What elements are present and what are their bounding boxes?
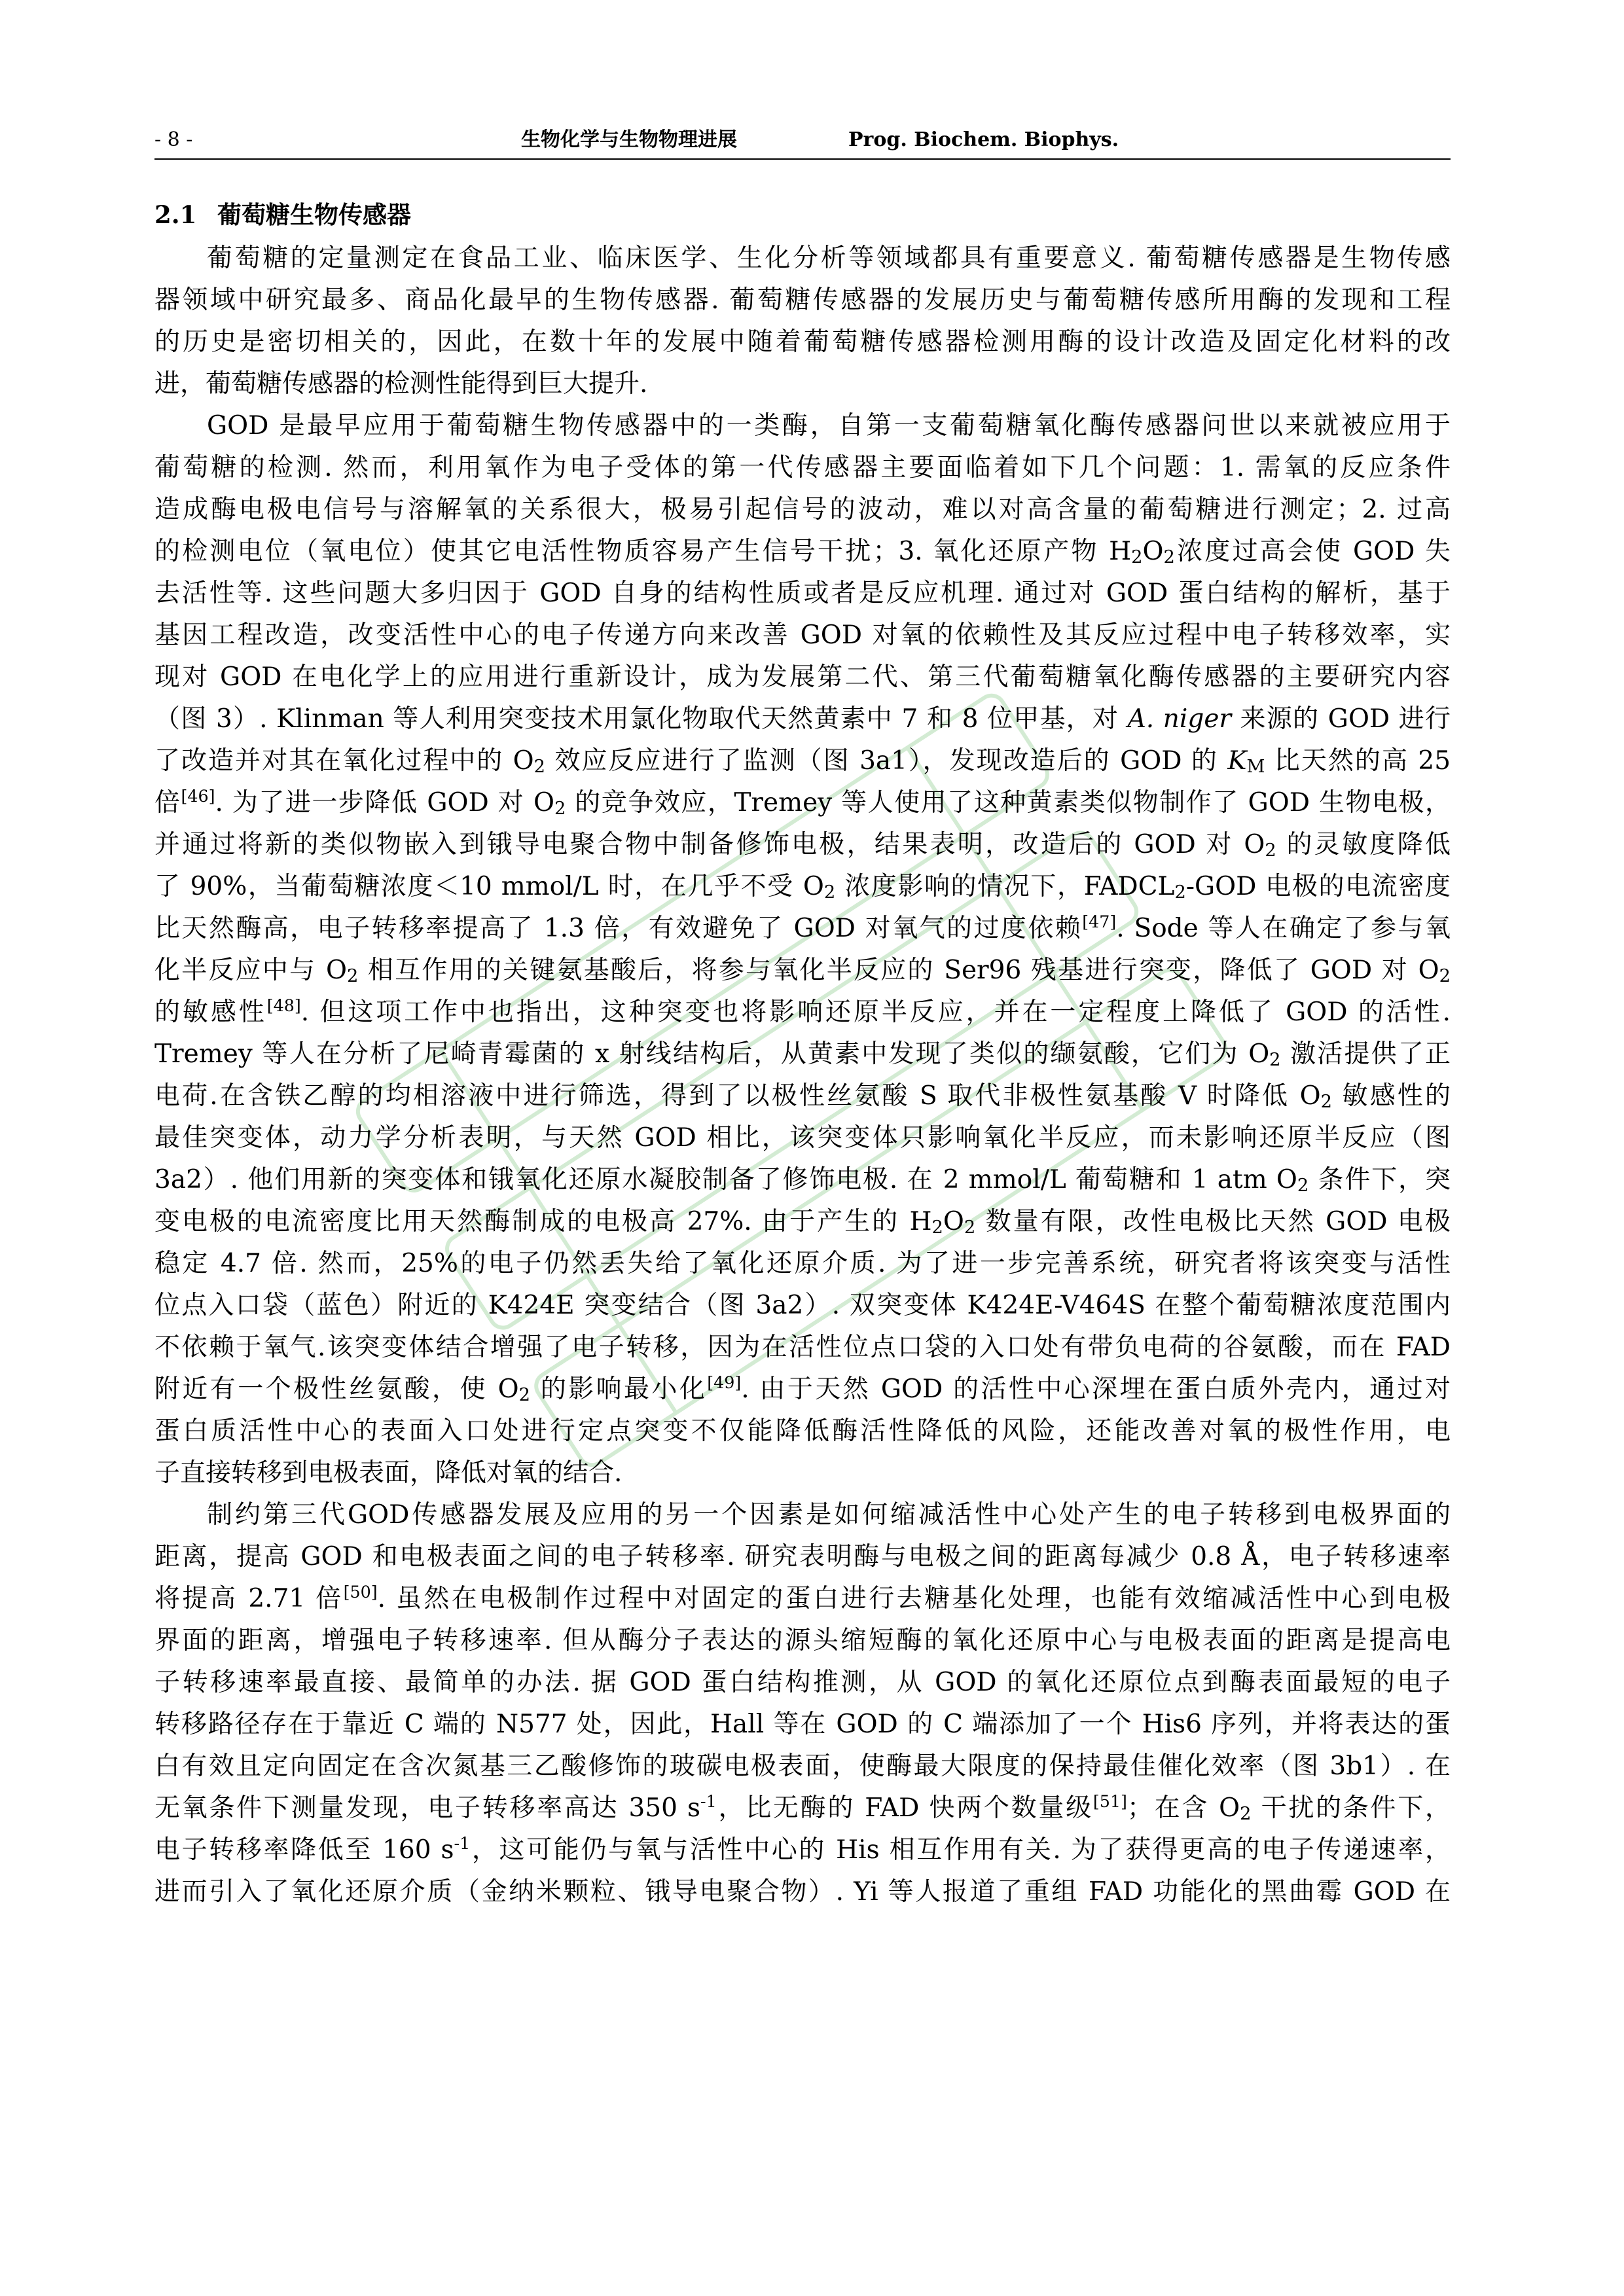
body-line: 无氧条件下测量发现，电子转移率高达 350 $s^{-1}$，比无酶的 FAD 快两个数量级[51]；在含 $O_2$ 干扰的条件下， — [154, 1791, 1451, 1824]
body-line: 现对 GOD 在电化学上的应用进行重新设计，成为发展第二代、第三代葡萄糖氧化酶传感器的主要研究内容 — [154, 662, 1451, 692]
body-line: 最佳突变体，动力学分析表明，与天然 GOD 相比，该突变体只影响氧化半反应，而未影响还原半反应（图 — [154, 1123, 1451, 1153]
citation: [46] — [181, 786, 215, 806]
body-line: 变电极的电流密度比用天然酶制成的电极高 27%. 由于产生的 $H_2O_2$ 数量有限，改性电极比天然 GOD 电极 — [154, 1207, 1451, 1238]
body-line: 的检测电位（氧电位）使其它电活性物质容易产生信号干扰；3. 氧化还原产物 $H_2O_2$浓度过高会使 GOD 失 — [154, 537, 1451, 567]
citation: [50] — [343, 1582, 378, 1602]
body-line: 稳定 4.7 倍. 然而，25%的电子仍然丢失给了氧化还原介质. 为了进一步完善系统，研究者将该突变与活性 — [154, 1249, 1451, 1278]
journal-title-cn: 生物化学与生物物理进展 — [521, 128, 737, 151]
body-line: 3a2）. 他们用新的突变体和锇氧化还原水凝胶制备了修饰电极. 在 2 mmol/L 葡萄糖和 1 atm $O_2$ 条件下，突 — [154, 1165, 1451, 1196]
body-line: GOD 是最早应用于葡萄糖生物传感器中的一类酶，自第一支葡萄糖氧化酶传感器问世以来就被应用于 — [207, 411, 1451, 440]
body-line: 化半反应中与 $O_2$ 相互作用的关键氨基酸后，将参与氧化半反应的 Ser96 残基进行突变，降低了 GOD 对 $O_2$ — [154, 956, 1451, 986]
body-line: 去活性等. 这些问题大多归因于 GOD 自身的结构性质或者是反应机理. 通过对 GOD 蛋白结构的解析，基于 — [154, 579, 1451, 608]
body-line: 白有效且定向固定在含次氮基三乙酸修饰的玻碳电极表面，使酶最大限度的保持最佳催化效率（图 3b1）. 在 — [154, 1751, 1451, 1781]
body-line: 的敏感性[48]. 但这项工作中也指出，这种突变也将影响还原半反应，并在一定程度上降低了 GOD 的活性. — [154, 996, 1451, 1027]
body-line: （图 3）. Klinman 等人利用突变技术用氯化物取代天然黄素中 7 和 8 位甲基，对 A. niger 来源的 GOD 进行 — [154, 704, 1451, 734]
section-number: 2.1 — [154, 200, 197, 229]
body-line: 界面的距离，增强电子转移速率. 但从酶分子表达的源头缩短酶的氧化还原中心与电极表面的距离是提高电 — [154, 1626, 1451, 1655]
body-line: 子转移速率最直接、最简单的办法. 据 GOD 蛋白结构推测，从 GOD 的氧化还原位点到酶表面最短的电子 — [154, 1668, 1451, 1697]
body-line: 将提高 2.71 倍[50]. 虽然在电极制作过程中对固定的蛋白进行去糖基化处理，也能有效缩减活性中心到电极 — [154, 1582, 1451, 1613]
body-line: 器领域中研究最多、商品化最早的生物传感器. 葡萄糖传感器的发展历史与葡萄糖传感所用酶的发现和工程 — [154, 285, 1451, 315]
body-line: 了 90%，当葡萄糖浓度＜10 mmol/L 时，在几乎不受 $O_2$ 浓度影响的情况下，$FADCL_2$-GOD 电极的电流密度 — [154, 872, 1451, 903]
running-header — [154, 126, 1451, 160]
body-line: 转移路径存在于靠近 C 端的 N577 处，因此，Hall 等在 GOD 的 C 端添加了一个 His6 序列，并将表达的蛋 — [154, 1710, 1451, 1739]
page-number: - 8 - — [154, 128, 193, 151]
citation: [47] — [1082, 912, 1117, 932]
body-line: 葡萄糖的定量测定在食品工业、临床医学、生化分析等领域都具有重要意义. 葡萄糖传感器是生物传感 — [207, 243, 1451, 273]
body-line: 电子转移率降低至 160 $s^{-1}$，这可能仍与氧与活性中心的 His 相互作用有关. 为了获得更高的电子传递速率， — [154, 1833, 1451, 1865]
body-line: 附近有一个极性丝氨酸，使 $O_2$ 的影响最小化[49]. 由于天然 GOD 的活性中心深埋在蛋白质外壳内，通过对 — [154, 1372, 1451, 1405]
body-line: 的历史是密切相关的，因此，在数十年的发展中随着葡萄糖传感器检测用酶的设计改造及固定化材料的改 — [154, 327, 1451, 357]
body-line: Tremey 等人在分析了尼崎青霉菌的 x 射线结构后，从黄素中发现了类似的缬氨酸，它们为 $O_2$ 激活提供了正 — [154, 1039, 1451, 1070]
citation: [51] — [1092, 1791, 1127, 1812]
body-line: 制约第三代GOD传感器发展及应用的另一个因素是如何缩减活性中心处产生的电子转移到电极界面的 — [207, 1500, 1451, 1530]
body-line: 造成酶电极电信号与溶解氧的关系很大，极易引起信号的波动，难以对高含量的葡萄糖进行测定；2. 过高 — [154, 495, 1451, 524]
body-line: 比天然酶高，电子转移率提高了 1.3 倍，有效避免了 GOD 对氧气的过度依赖[47]. Sode 等人在确定了参与氧 — [154, 912, 1451, 943]
body-line: 并通过将新的类似物嵌入到锇导电聚合物中制备修饰电极，结果表明，改造后的 GOD 对 $O_2$ 的灵敏度降低 — [154, 830, 1451, 861]
body-line: 位点入口袋（蓝色）附近的 K424E 突变结合（图 3a2）. 双突变体 K424E-V464S 在整个葡萄糖浓度范围内 — [154, 1291, 1451, 1320]
body-line: 距离，提高 GOD 和电极表面之间的电子转移率. 研究表明酶与电极之间的距离每减少 0.8 Å，电子转移速率 — [154, 1542, 1451, 1571]
section-heading — [154, 195, 411, 234]
body-line: 进而引入了氧化还原介质（金纳米颗粒、锇导电聚合物）. Yi 等人报道了重组 FAD 功能化的黑曲霉 GOD 在 — [154, 1877, 1451, 1907]
body-line: 电荷.在含铁乙醇的均相溶液中进行筛选，得到了以极性丝氨酸 S 取代非极性氨基酸 V 时降低 $O_2$ 敏感性的 — [154, 1081, 1451, 1112]
section-title: 葡萄糖生物传感器 — [217, 200, 411, 229]
body-line: 子直接转移到电极表面，降低对氧的结合. — [154, 1458, 623, 1488]
body-line: 了改造并对其在氧化过程中的 $O_2$ 效应反应进行了监测（图 3a1），发现改造后的 GOD 的 $K_M$ 比天然的高 25 — [154, 746, 1451, 777]
citation: [49] — [707, 1372, 742, 1393]
body-line: 蛋白质活性中心的表面入口处进行定点突变不仅能降低酶活性降低的风险，还能改善对氧的极性作用，电 — [154, 1416, 1451, 1446]
body-line: 不依赖于氧气.该突变体结合增强了电子转移，因为在活性位点口袋的入口处有带负电荷的谷氨酸，而在 FAD — [154, 1333, 1451, 1362]
citation: [48] — [266, 996, 301, 1016]
body-line: 倍[46]. 为了进一步降低 GOD 对 $O_2$ 的竞争效应，Tremey 等人使用了这种黄素类似物制作了 GOD 生物电极， — [154, 786, 1451, 819]
body-line: 葡萄糖的检测. 然而，利用氧作为电子受体的第一代传感器主要面临着如下几个问题：1. 需氧的反应条件 — [154, 453, 1451, 482]
journal-title-en: Prog. Biochem. Biophys. — [848, 128, 1119, 151]
body-line: 基因工程改造，改变活性中心的电子传递方向来改善 GOD 对氧的依赖性及其反应过程中电子转移效率，实 — [154, 620, 1451, 650]
body-line: 进，葡萄糖传感器的检测性能得到巨大提升. — [154, 369, 648, 399]
